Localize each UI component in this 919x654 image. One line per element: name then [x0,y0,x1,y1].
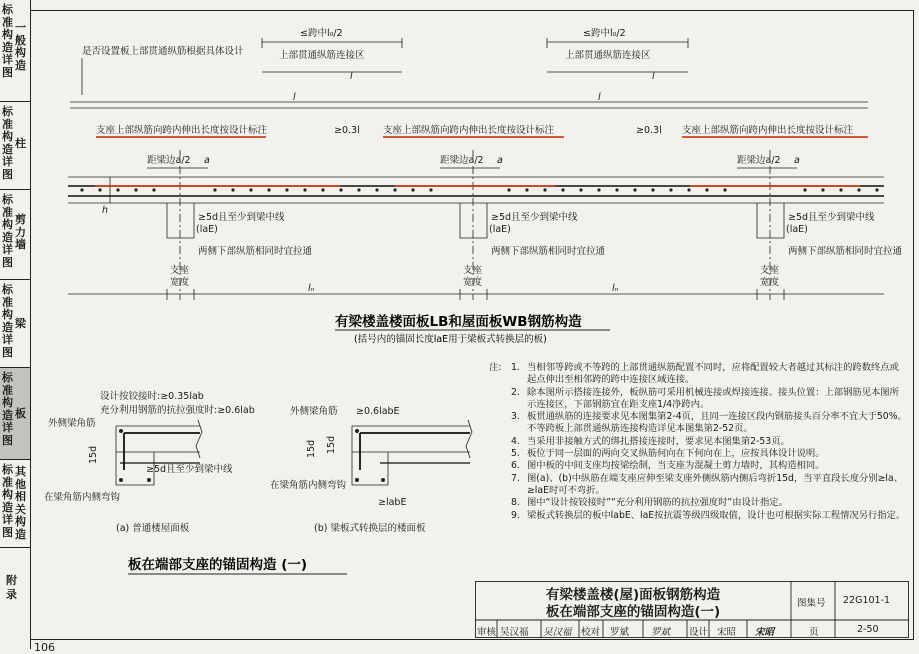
sidebar-item-vertical-label: 标准构造详图 [2,371,13,447]
zone-length-1: ≤跨中l₀/2 [300,28,343,39]
edge-dist-1: 距梁边a/2 [147,155,191,166]
sidebar-item-vertical-label: 标准构造详图 [2,3,13,79]
anchor-lae-1: (laE) [196,224,218,235]
note-item: 3. 板贯通纵筋的连接要求见本图集第2-4页，且同一连接区段内钢筋接头百分率不宜大于50%。不等跨板上部贯通纵筋连接构造详见本图集第2-52页。 [511,411,907,435]
note-item: 5. 板位于同一层面的两向交叉纵筋何向在下何向在上，应按具体设计说明。 [511,448,825,460]
note-item: 注: 1. 当相邻等跨或不等跨的上部贯通纵筋配置不同时，应将配置较大者越过其标注的跨数终点或起点伸出至相邻跨的跨中连接区域连接。 [489,362,899,386]
detail-a-hook: 在梁角筋内侧弯钩 [44,492,121,503]
span-l-1: l [350,71,353,82]
dim-a-2: a [497,155,503,166]
support-width-2: 宽度 [463,277,483,288]
span-l-4: l [598,92,601,103]
note-item: 6. 图中板的中间支座均按梁绘制，当支座为混凝土剪力墙时，其构造相同。 [511,460,825,472]
review-label: 审核 [477,627,497,638]
note-item: 9. 梁板式转换层的板中labE、laE按抗震等级四级取值，设计也可根据实际工程情况另行指定。 [511,509,906,521]
detail-b-15d-2: 15d [326,435,337,454]
sidebar-item-section-label: 其他相关构造 [15,465,26,541]
note-top-left: 是否设置板上部贯通纵筋根据具体设计 [82,46,244,57]
sidebar-item-section-label: 梁 [15,317,26,330]
dim-a-3: a [794,155,800,166]
designer-signature: 宋昭 [755,627,775,638]
main-drawing-title: 有梁楼盖楼面板LB和屋面板WB钢筋构造 [335,314,582,330]
span-l-3: l [293,92,296,103]
anchor-2: ≥5d且至少到梁中线 [491,212,578,223]
detail-a-15d: 15d [88,445,99,464]
extend-note-3: 支座上部纵筋向跨内伸出长度按设计标注 [682,125,854,136]
sidebar-item-vertical-label: 标准构造详图 [2,283,13,359]
reviewer-name: 吴汉福 [500,627,529,638]
note-item: 7. 图(a)、(b)中纵筋在端支座应伸至梁支座外侧纵筋内侧后弯折15d，当平直段长度分别≥la、≥laE时可不弯折。 [511,472,904,496]
sheet-page-number: 2-50 [857,624,879,635]
page-number: 106 [34,641,55,654]
anchor-3: ≥5d且至少到梁中线 [788,212,875,223]
note-item: 8. 图中“设计按铰接时”“充分利用钢筋的抗拉强度时”由设计指定。 [511,497,788,509]
edge-dist-3: 距梁边a/2 [737,155,781,166]
ratio-2: ≥0.3l [636,125,662,136]
support-width-3: 宽度 [760,277,780,288]
detail-a-design-2: 充分利用钢筋的抗拉强度时:≥0.6lab [100,405,255,416]
title-block [475,581,909,638]
checker-signature: 罗斌 [651,627,671,638]
sidebar-item-vertical-label: 标准构造详图 [2,463,13,539]
designer-name: 宋昭 [717,627,737,638]
reviewer-signature: 吴汉福 [543,627,572,638]
detail-b-corner: 外侧梁角筋 [290,406,338,417]
detail-a-corner: 外侧梁角筋 [48,418,96,429]
zone-label-2: 上部贯通纵筋连接区 [565,50,651,61]
detail-b-15d-1: 15d [306,439,317,458]
ratio-1: ≥0.3l [334,125,360,136]
atlas-number: 22G101-1 [843,595,891,606]
atlas-label: 图集号 [797,598,826,609]
extend-note-2: 支座上部纵筋向跨内伸出长度按设计标注 [383,125,555,136]
ln-1: lₙ [308,283,315,294]
support-label-3: 支座 [760,265,780,276]
sidebar-item-section-label: 板 [15,407,26,420]
detail-a-caption: (a) 普通楼屋面板 [116,523,190,534]
design-label: 设计 [689,627,709,638]
dim-h: h [102,205,109,216]
anchor-1: ≥5d且至少到梁中线 [198,212,285,223]
detail-a-design-1: 设计按铰接时:≥0.35lab [100,391,204,402]
sidebar-item-section-label: 柱 [15,137,26,150]
dim-a-1: a [204,155,210,166]
bottom-note-1: 两侧下部纵筋相同时宜拉通 [198,246,313,257]
page-label: 页 [809,627,819,638]
zone-label-1: 上部贯通纵筋连接区 [279,50,365,61]
check-label: 校对 [581,627,601,638]
title-block-title-2: 板在端部支座的锚固构造(一) [545,604,721,620]
sidebar-item-section-label: 一般构造 [15,21,26,72]
support-label-1: 支座 [170,265,190,276]
detail-b-hook: 在梁角筋内侧弯钩 [270,480,347,491]
support-width-1: 宽度 [170,277,190,288]
extend-note-1: 支座上部纵筋向跨内伸出长度按设计标注 [96,125,268,136]
notes-block [489,362,907,522]
detail-b-caption: (b) 梁板式转换层的楼面板 [314,523,426,534]
notes-label: 注: [489,362,502,373]
anchor-drawing-title: 板在端部支座的锚固构造 (一) [128,557,308,573]
zone-length-2: ≤跨中l₀/2 [583,28,626,39]
detail-b-labe: ≥labE [378,497,407,508]
span-l-2: l [652,71,655,82]
main-drawing-subtitle: (括号内的锚固长度laE用于梁板式转换层的板) [354,334,547,345]
anchor-lae-3: (laE) [786,224,808,235]
sidebar-item-vertical-label: 标准构造详图 [2,193,13,269]
checker-name: 罗斌 [610,627,630,638]
ln-2: lₙ [612,283,619,294]
edge-dist-2: 距梁边a/2 [440,155,484,166]
sidebar-item-appendix[interactable]: 附录 [6,574,17,601]
bottom-note-3: 两侧下部纵筋相同时宜拉通 [788,246,903,257]
title-block-title-1: 有梁楼盖楼(屋)面板钢筋构造 [545,587,721,603]
detail-b-lab: ≥0.6labE [356,406,400,417]
sidebar-item-section-label: 剪力墙 [15,213,26,252]
note-item: 2. 除本图所示搭接连接外，板纵筋可采用机械连接或焊接连接。接头位置：上部钢筋见本图所示连接区，下部钢筋宜在距支座1/4净跨内。 [511,386,899,410]
detail-a-anchor: ≥5d且至少到梁中线 [146,464,233,475]
sidebar-item-vertical-label: 标准构造详图 [2,105,13,181]
anchor-lae-2: (laE) [489,224,511,235]
support-label-2: 支座 [463,265,483,276]
bottom-note-2: 两侧下部纵筋相同时宜拉通 [491,246,606,257]
note-item: 4. 当采用非接触方式的绑扎搭接连接时，要求见本图集第2-53页。 [511,435,790,447]
